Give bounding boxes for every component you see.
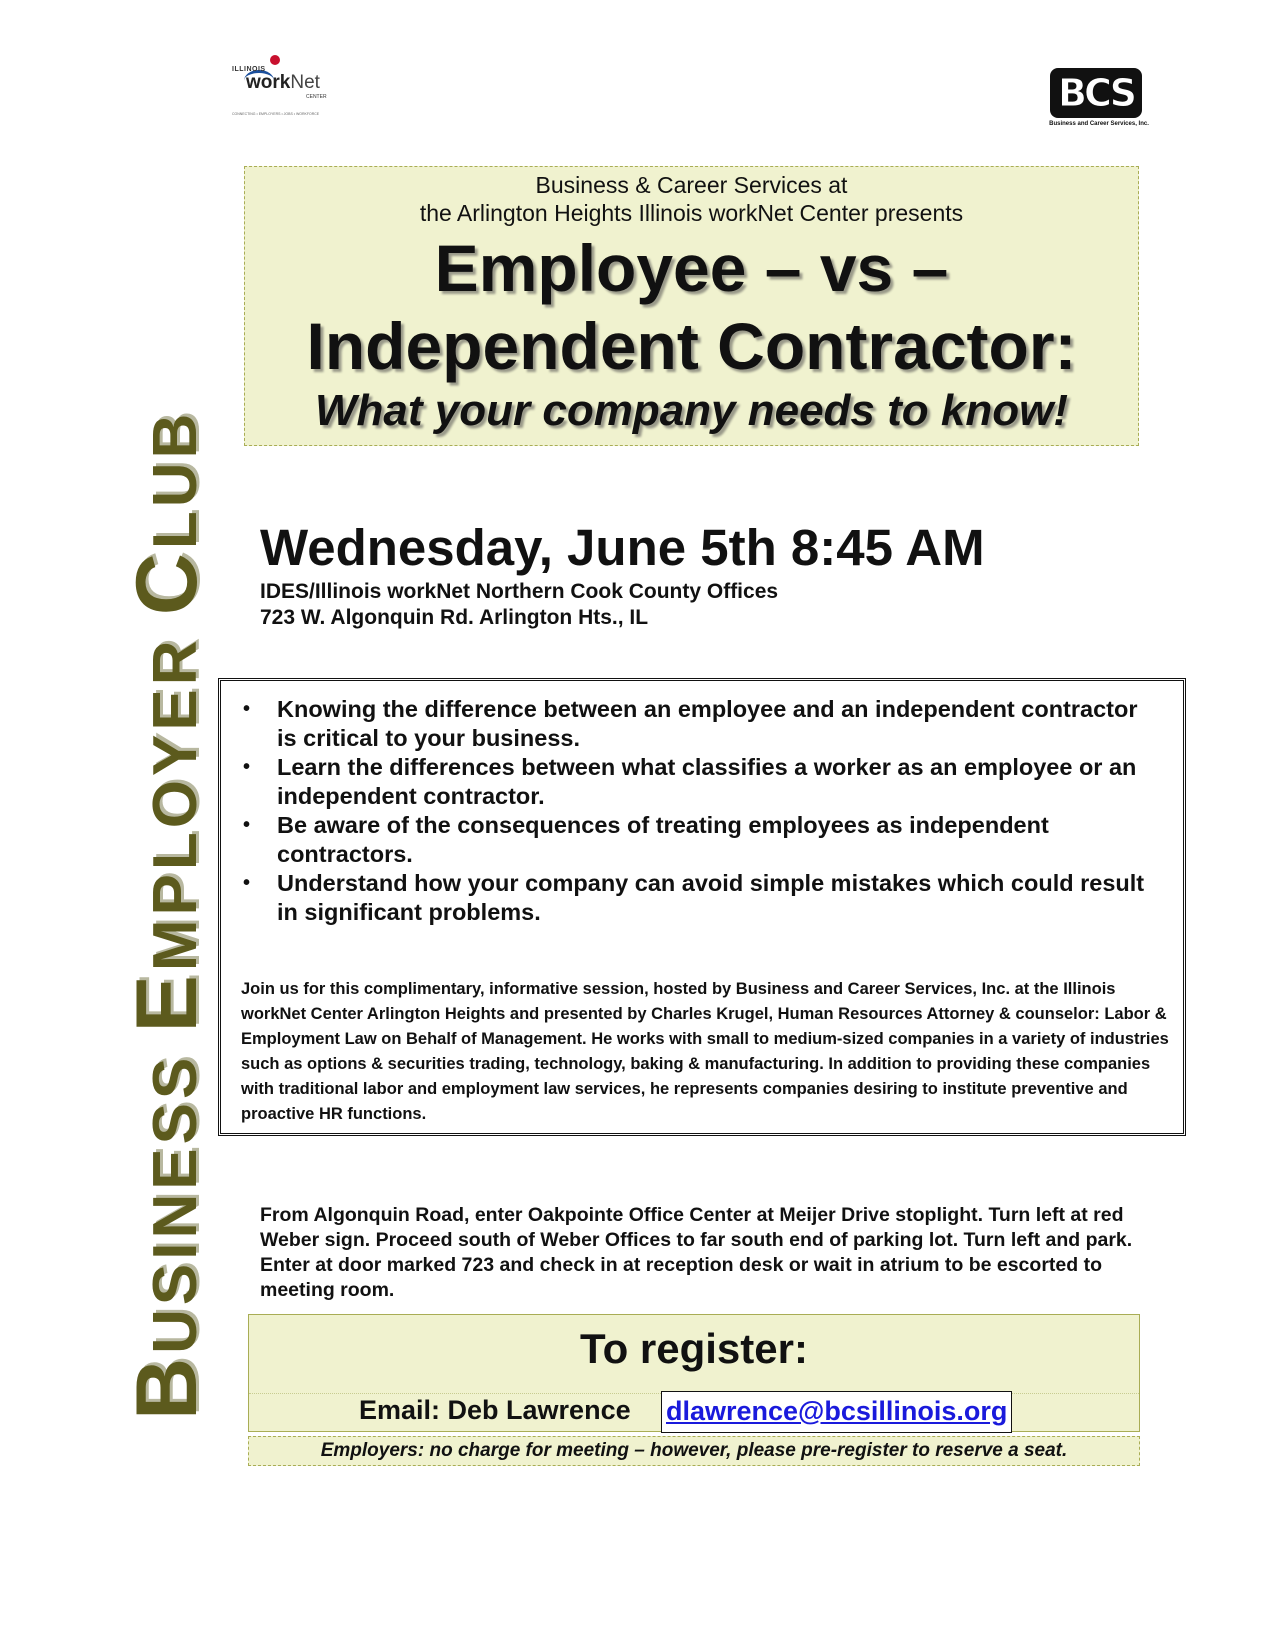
event-date-time: Wednesday, June 5th 8:45 AM: [260, 519, 985, 576]
bullet-icon: •: [243, 698, 251, 720]
bcs-logo-subtitle: Business and Career Services, Inc.: [1049, 121, 1149, 127]
bullet-icon: •: [243, 872, 251, 894]
email-link[interactable]: dlawrence@bcsillinois.org: [661, 1391, 1012, 1433]
bullet-item: • Understand how your company can avoid simple mistakes which could result in significant problems.: [243, 870, 1145, 925]
header-box: [244, 166, 1139, 446]
bullet-item: • Knowing the difference between an employee and an independent contractor is critical to your business.: [243, 696, 1138, 751]
directions: From Algonquin Road, enter Oakpointe Office Center at Meijer Drive stoplight. Turn left at red Weber sign. Proceed south of Weber Offices to far south end of parking lot. Turn left and park. Enter at door marked 723 and check in at reception desk or wait in atrium to be escorted to meeting room.: [260, 1204, 1133, 1301]
registration-note: Employers: no charge for meeting – however, please pre-register to reserve a seat.: [248, 1436, 1140, 1466]
worknet-logo-tagline: CONNECTING • EMPLOYERS • JOBS • WORKFORCE: [232, 112, 320, 116]
bcs-logo-text: BCS: [1058, 71, 1134, 115]
bcs-logo-box: [1050, 68, 1142, 118]
event-address: 723 W. Algonquin Rd. Arlington Hts., IL: [260, 606, 649, 629]
subtitle: What your company needs to know!: [315, 386, 1068, 435]
worknet-logo-illinois: ILLINOIS: [232, 66, 266, 73]
intro-line-2: the Arlington Heights Illinois workNet Center presents: [419, 200, 964, 226]
intro-line-1: Business & Career Services at: [535, 172, 848, 198]
session-description: Join us for this complimentary, informative session, hosted by Business and Career Services, Inc. at the Illinois workNet Center Arlington Heights and presented by Charles Krugel, Human Resources Attorney & counselor: Labor & Employment Law on Behalf of Management. He works with small to medium-sized companies in a variety of industries such as options & securities trading, technology, baking & manufacturing. In addition to providing these companies with traditional labor and employment law services, he represents companies desiring to institute preventive and proactive HR functions.: [241, 980, 1169, 1123]
bullet-icon: •: [243, 756, 251, 778]
event-venue: IDES/Illinois workNet Northern Cook County Offices: [260, 580, 779, 603]
business-employer-club-title: BUSINESS EMPLOYER CLUB: [119, 409, 215, 1420]
register-box: [248, 1314, 1140, 1432]
details-box: [218, 678, 1186, 1136]
bullet-list: [241, 695, 1161, 927]
email-label: Email: Deb Lawrence: [359, 1395, 631, 1425]
register-title: To register:: [580, 1325, 808, 1372]
bullet-icon: •: [243, 814, 251, 836]
title-line-1: Employee – vs –: [434, 231, 949, 305]
worknet-logo: [228, 52, 368, 124]
worknet-logo-center: CENTER: [306, 94, 327, 100]
person-icon: [270, 55, 280, 65]
bullet-item: • Be aware of the consequences of treating employees as independent contractors.: [243, 812, 1049, 867]
bullet-item: • Learn the differences between what classifies a worker as an employee or an independent contractor.: [243, 754, 1137, 809]
title-line-2: Independent Contractor:: [306, 309, 1077, 383]
worknet-logo-name: workNet: [246, 72, 320, 93]
bcs-logo: [1044, 68, 1154, 140]
